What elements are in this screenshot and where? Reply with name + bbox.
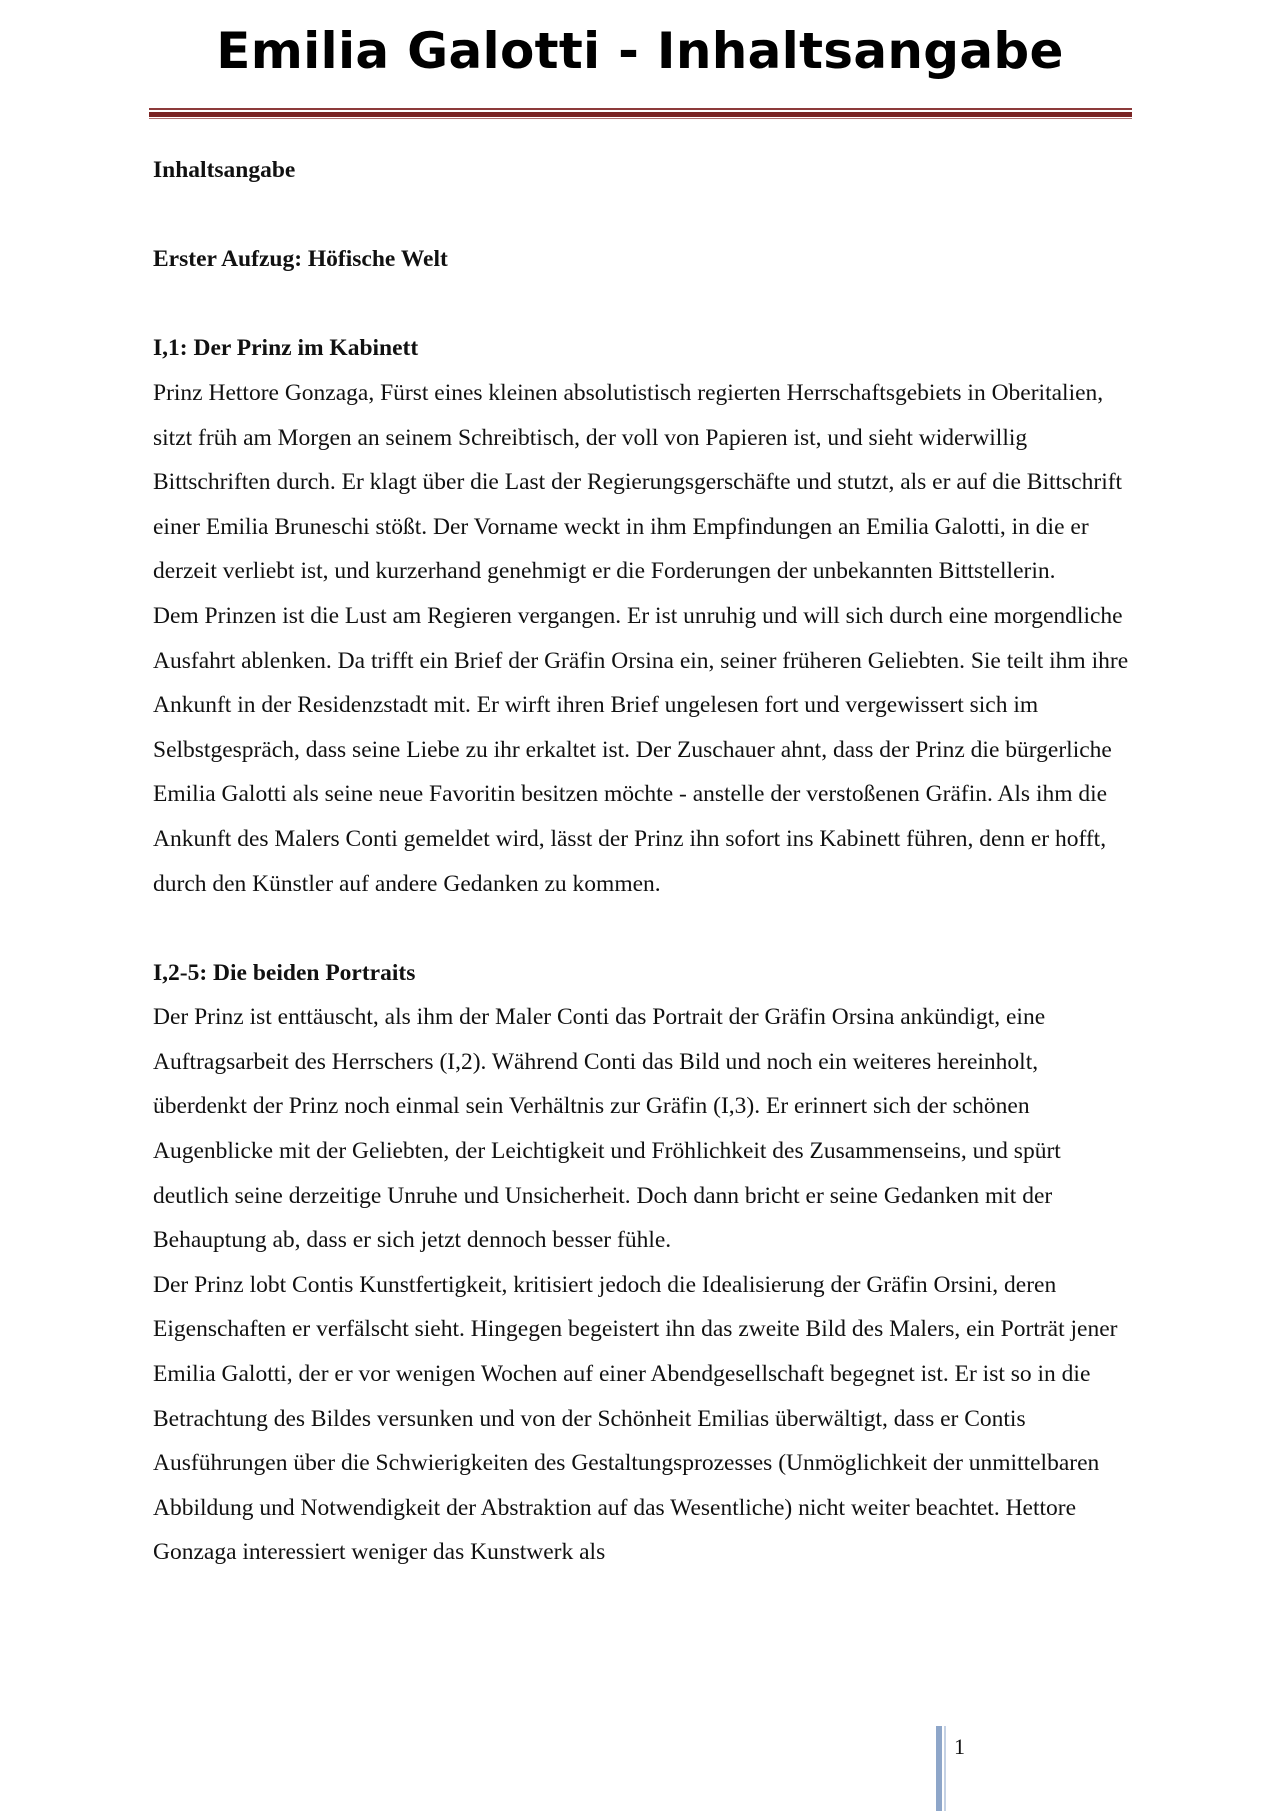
page-number: 1 — [954, 1734, 965, 1759]
scene-heading-i2-5: I,2-5: Die beiden Portraits — [153, 959, 416, 986]
title-divider-top-line — [149, 108, 1132, 110]
spacer — [153, 282, 1133, 327]
scene-i1-paragraph-2: Dem Prinzen ist die Lust am Regieren vergangen. Er ist unruhig und will sich durch eine morgendliche Ausfahrt ablenken. Da trifft ein Brief der Gräfin Orsina ein, seiner früheren Geliebten. Sie teilt ihm ihre Ankunft in der Residenzstadt mit. Er wirft ihren Brief ungelesen fort und vergewissert sich im Selbstgespräch, dass seine Liebe zu ihr erkaltet ist. Der Zuschauer ahnt, dass der Prinz die bürgerliche Emilia Galotti als seine neue Favoritin besitzen möchte - anstelle der verstoßenen Gräfin. Als ihm die Ankunft des Malers Conti gemeldet wird, lässt der Prinz ihn sofort ins Kabinett führen, denn er hofft, durch den Künstler auf andere Gedanken zu kommen. — [153, 602, 1129, 897]
section-heading-inhaltsangabe: Inhaltsangabe — [153, 157, 296, 183]
title-divider — [149, 108, 1132, 119]
spacer — [153, 193, 1133, 238]
title-divider-main-line — [149, 112, 1132, 117]
footer-accent-bar — [936, 1726, 942, 1811]
scene-i1-paragraph-1: Prinz Hettore Gonzaga, Fürst eines kleinen absolutistisch regierten Herrschaftsgebiets in Oberitalien, sitzt früh am Morgen an seinem Schreibtisch, der voll von Papieren ist, und sieht widerwillig Bittschriften durch. Er klagt über die Last der Regierungsgerschäfte und stutzt, als er auf die Bittschrift einer Emilia Bruneschi stößt. Der Vorname weckt in ihm Empfindungen an Emilia Galotti, in die er derzeit verliebt ist, und kurzerhand genehmigt er die Forderungen der unbekannten Bittstellerin. — [153, 379, 1123, 585]
spacer — [153, 906, 1133, 951]
document-body — [153, 148, 1133, 1575]
scene-i2-5-paragraph-2: Der Prinz lobt Contis Kunstfertigkeit, kritisiert jedoch die Idealisierung der Gräfin Orsini, deren Eigenschaften er verfälscht sieht. Hingegen begeistert ihn das zweite Bild des Malers, ein Porträt jener Emilia Galotti, der er vor wenigen Wochen auf einer Abendgesellschaft begegnet ist. Er ist so in die Betrachtung des Bildes versunken und von der Schönheit Emilias überwältigt, dass er Contis Ausführungen über die Schwierigkeiten des Gestaltungsprozesses (Unmöglichkeit der unmittelbaren Abbildung und Notwendigkeit der Abstraktion auf das Wesentliche) nicht weiter beachtet. Hettore Gonzaga interessiert weniger das Kunstwerk als — [153, 1271, 1118, 1566]
document-title: Emilia Galotti - Inhaltsangabe — [216, 22, 1064, 80]
scene-i2-5-paragraph-1: Der Prinz ist enttäuscht, als ihm der Maler Conti das Portrait der Gräfin Orsina ankündigt, eine Auftragsarbeit des Herrschers (I,2). Während Conti das Bild und noch ein weiteres hereinholt, überdenkt der Prinz noch einmal sein Verhältnis zur Gräfin (I,3). Er erinnert sich der schönen Augenblicke mit der Geliebten, der Leichtigkeit und Fröhlichkeit des Zusammenseins, und spürt deutlich seine derzeitige Unruhe und Unsicherheit. Doch dann bricht er seine Gedanken mit der Behauptung ab, dass er sich jetzt dennoch besser fühle. — [153, 1004, 1061, 1254]
page-footer — [936, 1726, 976, 1811]
title-divider-bottom-line — [149, 118, 1132, 119]
footer-accent-bar-thin — [944, 1726, 946, 1811]
scene-heading-i1: I,1: Der Prinz im Kabinett — [153, 335, 419, 362]
act-heading: Erster Aufzug: Höfische Welt — [153, 246, 448, 273]
